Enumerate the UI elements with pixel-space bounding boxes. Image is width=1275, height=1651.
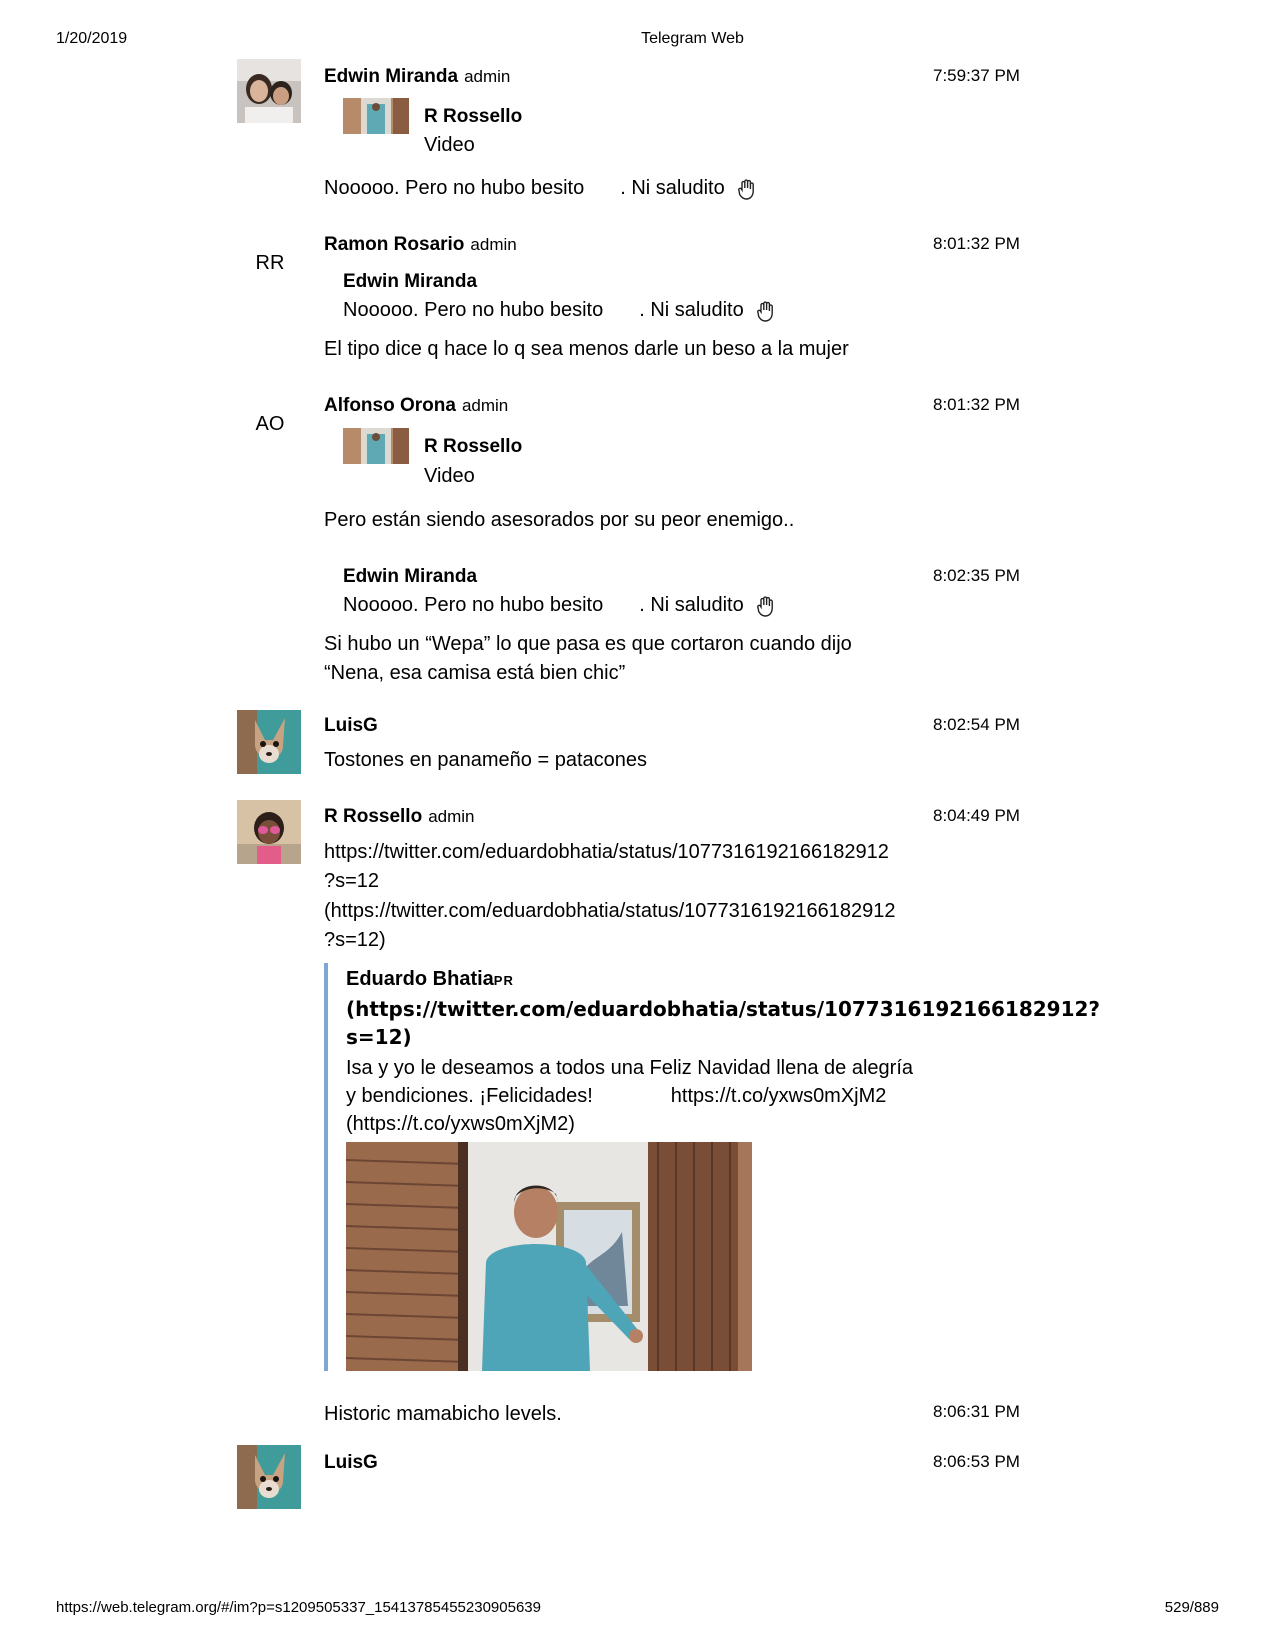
reply-text[interactable]: Nooooo. Pero no hubo besito . Ni saludito xyxy=(343,299,777,322)
message-link[interactable]: https://twitter.com/eduardobhatia/status/1077316192166182912 xyxy=(324,841,889,863)
avatar-initials[interactable]: AO xyxy=(255,413,285,435)
message-text: El tipo dice q hace lo q sea menos darle un beso a la mujer xyxy=(324,338,849,360)
forward-type: Video xyxy=(424,134,475,156)
avatar-edwin-miranda[interactable] xyxy=(237,59,301,123)
author-name[interactable]: Ramon Rosario admin xyxy=(324,234,517,255)
link-preview[interactable] xyxy=(346,965,1101,1138)
raised-hand-icon xyxy=(755,595,777,617)
print-header xyxy=(56,30,1219,52)
preview-link[interactable]: (https://twitter.com/eduardobhatia/status/1077316192166182912? xyxy=(346,997,1101,1021)
message-text: Tostones en panameño = patacones xyxy=(324,749,648,771)
message-time: 8:04:49 PM xyxy=(933,806,1020,825)
message-link[interactable]: (https://twitter.com/eduardobhatia/status/1077316192166182912 xyxy=(324,900,896,922)
message-time: 8:02:35 PM xyxy=(933,566,1020,585)
preview-text: Isa y yo le deseamos a todos una Feliz Navidad llena de alegría xyxy=(346,1057,914,1079)
message-text: Historic mamabicho levels. xyxy=(324,1403,562,1425)
message-time: 8:06:53 PM xyxy=(933,1452,1020,1471)
reply-text[interactable]: Nooooo. Pero no hubo besito . Ni saludito xyxy=(343,594,777,617)
preview-link[interactable]: s=12) xyxy=(346,1025,412,1049)
avatar-initials[interactable]: RR xyxy=(255,252,285,274)
forward-author[interactable]: R Rossello xyxy=(424,106,523,127)
avatar-luisg[interactable] xyxy=(237,1445,301,1509)
preview-image[interactable] xyxy=(346,1142,752,1371)
reply-author[interactable]: Edwin Miranda xyxy=(343,566,478,587)
message-link[interactable]: ?s=12 xyxy=(324,870,380,892)
preview-text: y bendiciones. ¡Felicidades! https://t.co/yxws0mXjM2 xyxy=(346,1085,887,1107)
author-name[interactable]: LuisG xyxy=(324,715,378,736)
avatar-luisg[interactable] xyxy=(237,710,301,774)
author-name[interactable]: Alfonso Orona admin xyxy=(324,395,509,416)
print-title: Telegram Web xyxy=(641,30,744,47)
print-footer xyxy=(56,1599,1219,1621)
print-url: https://web.telegram.org/#/im?p=s1209505337_15413785455230905639 xyxy=(56,1599,541,1616)
author-name[interactable]: Edwin Miranda admin xyxy=(324,66,511,87)
link-preview-quote-bar xyxy=(324,963,328,1371)
print-page-number: 529/889 xyxy=(1164,1599,1219,1616)
print-date: 1/20/2019 xyxy=(56,30,128,47)
message-link[interactable]: ?s=12) xyxy=(324,929,386,951)
preview-author[interactable]: Eduardo BhatiaPR xyxy=(346,968,514,990)
message-time: 8:06:31 PM xyxy=(933,1402,1020,1421)
forward-type: Video xyxy=(424,465,475,487)
message-time: 8:02:54 PM xyxy=(933,715,1020,734)
message-time: 7:59:37 PM xyxy=(933,66,1020,85)
message-text: Pero están siendo asesorados por su peor enemigo.. xyxy=(324,509,795,531)
author-name[interactable]: LuisG xyxy=(324,1452,378,1473)
message-text-line: Si hubo un “Wepa” lo que pasa es que cortaron cuando dijo xyxy=(324,633,852,655)
forward-author[interactable]: R Rossello xyxy=(424,436,523,457)
forward-video-thumbnail[interactable] xyxy=(343,98,409,134)
message-text-line: “Nena, esa camisa está bien chic” xyxy=(324,662,626,684)
author-name[interactable]: R Rossello admin xyxy=(324,806,475,827)
message-time: 8:01:32 PM xyxy=(933,395,1020,414)
preview-text[interactable]: (https://t.co/yxws0mXjM2) xyxy=(346,1113,575,1135)
message-text: Nooooo. Pero no hubo besito . Ni saludito xyxy=(324,174,758,203)
raised-hand-icon xyxy=(755,300,777,322)
forward-video-thumbnail[interactable] xyxy=(343,428,409,464)
raised-hand-icon xyxy=(736,178,758,200)
reply-author[interactable]: Edwin Miranda xyxy=(343,271,478,292)
message-time: 8:01:32 PM xyxy=(933,234,1020,253)
avatar-r-rossello[interactable] xyxy=(237,800,301,864)
